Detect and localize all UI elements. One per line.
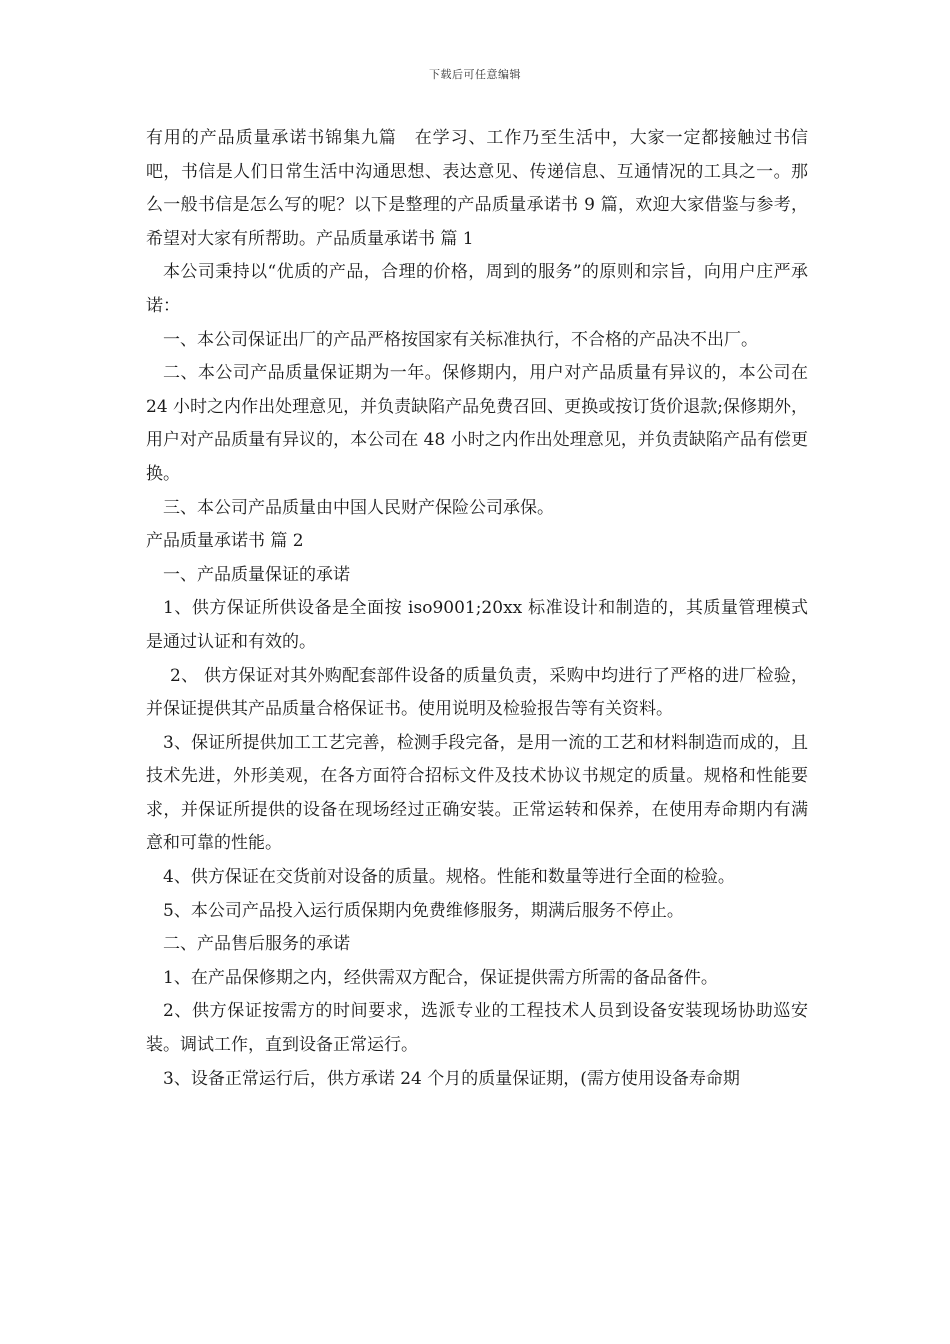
paragraph-commitment-2: 二、本公司产品质量保证期为一年。保修期内，用户对产品质量有异议的，本公司在 24 小时之内作出处理意见，并负责缺陷产品免费召回、更换或按订货价退款;保修期外，用户对产品质量有异议的，本公司在 48 小时之内作出处理意见，并负责缺陷产品有偿更换。 <box>146 363 808 484</box>
paragraph-commitment-1: 一、本公司保证出厂的产品严格按国家有关标准执行，不合格的产品决不出厂。 <box>163 329 758 350</box>
list-item-quality-1: 1、供方保证所供设备是全面按 iso9001;20xx 标准设计和制造的，其质量管理模式是通过认证和有效的。 <box>146 598 808 652</box>
subsection-heading-after-sales: 二、产品售后服务的承诺 <box>163 934 350 955</box>
list-item-service-1: 1、在产品保修期之内，经供需双方配合，保证提供需方所需的备品备件。 <box>163 967 718 988</box>
section-heading-part-2: 产品质量承诺书 篇 2 <box>146 531 304 552</box>
list-item-quality-2: 2、 供方保证对其外购配套部件设备的质量负责，采购中均进行了严格的进厂检验，并保证提供其产品质量合格保证书。使用说明及检验报告等有关资料。 <box>146 665 808 720</box>
list-item-quality-5: 5、本公司产品投入运行质保期内免费维修服务，期满后服务不停止。 <box>163 900 684 921</box>
paragraph-intro: 有用的产品质量承诺书锦集九篇 在学习、工作乃至生活中，大家一定都接触过书信吧，书信是人们日常生活中沟通思想、表达意见、传递信息、互通情况的工具之一。那么一般书信是怎么写的呢？以下是整理的产品质量承诺书 9 篇，欢迎大家借鉴与参考，希望对大家有所帮助。产品质量承诺书 篇 1 <box>146 128 808 249</box>
document-body <box>146 122 808 1096</box>
paragraph-company-commitment: 本公司秉持以“优质的产品，合理的价格，周到的服务”的原则和宗旨，向用户庄严承诺： <box>146 262 808 316</box>
list-item-service-3: 3、设备正常运行后，供方承诺 24 个月的质量保证期，(需方使用设备寿命期 <box>163 1068 740 1089</box>
page-header: 下载后可任意编辑 <box>429 68 521 81</box>
subsection-heading-quality: 一、产品质量保证的承诺 <box>163 564 350 585</box>
list-item-quality-3: 3、保证所提供加工工艺完善，检测手段完备，是用一流的工艺和材料制造而成的，且技术先进，外形美观，在各方面符合招标文件及技术协议书规定的质量。规格和性能要求，并保证所提供的设备在现场经过正确安装。正常运转和保养，在使用寿命期内有满意和可靠的性能。 <box>146 732 808 854</box>
list-item-service-2: 2、供方保证按需方的时间要求，选派专业的工程技术人员到设备安装现场协助巡安装。调试工作，直到设备正常运行。 <box>146 1001 808 1056</box>
paragraph-commitment-3: 三、本公司产品质量由中国人民财产保险公司承保。 <box>163 497 554 518</box>
list-item-quality-4: 4、供方保证在交货前对设备的质量。规格。性能和数量等进行全面的检验。 <box>163 867 735 888</box>
